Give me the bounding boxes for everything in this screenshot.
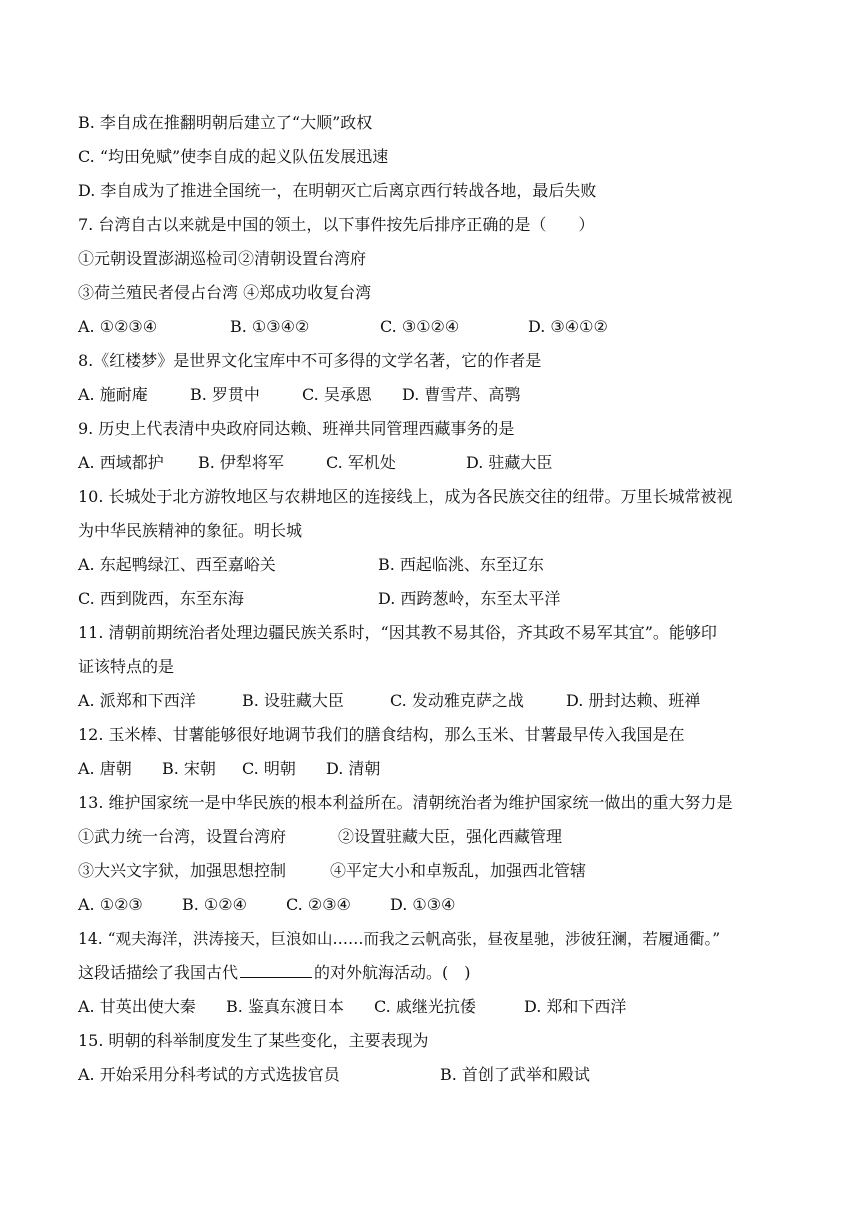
q10-option-c: C. 西到陇西，东至东海 bbox=[78, 589, 244, 608]
q13-stem: 13. 维护国家统一是中华民族的根本利益所在。清朝统治者为维护国家统一做出的重大努力是 bbox=[78, 793, 733, 812]
q11-option-d: D. 册封达赖、班禅 bbox=[566, 691, 701, 710]
q11-option-b: B. 设驻藏大臣 bbox=[242, 691, 344, 710]
q7-option-b: B. ①③④② bbox=[230, 317, 310, 336]
q10-option-a: A. 东起鸭绿江、西至嘉峪关 bbox=[78, 555, 276, 574]
q10-stem-line-1: 10. 长城处于北方游牧地区与农耕地区的连接线上，成为各民族交往的纽带。万里长城常被视 bbox=[78, 487, 733, 506]
q9-options bbox=[78, 446, 788, 480]
q14-stem-part-1: 这段话描绘了我国古代 bbox=[78, 963, 239, 982]
q15-stem: 15. 明朝的科举制度发生了某些变化，主要表现为 bbox=[78, 1031, 429, 1050]
q9-stem: 9. 历史上代表清中央政府同达赖、班禅共同管理西藏事务的是 bbox=[78, 419, 515, 438]
q15-options-row-1 bbox=[78, 1058, 788, 1092]
q12-option-d: D. 清朝 bbox=[326, 759, 381, 778]
q10-options-row-1 bbox=[78, 548, 788, 582]
q7-option-d: D. ③④①② bbox=[528, 317, 608, 336]
q6-option-d: D. 李自成为了推进全国统一，在明朝灭亡后离京西行转战各地，最后失败 bbox=[78, 181, 597, 200]
q8-options bbox=[78, 378, 788, 412]
q13-statement-2: ②设置驻藏大臣，强化西藏管理 bbox=[338, 827, 563, 846]
q7-statement-line-2: ③荷兰殖民者侵占台湾 ④郑成功收复台湾 bbox=[78, 283, 372, 302]
q10-stem-line-2: 为中华民族精神的象征。明长城 bbox=[78, 521, 303, 540]
q14-answer-blank bbox=[240, 959, 312, 978]
q14-stem-line-2 bbox=[78, 956, 788, 990]
q13-statement-3: ③大兴文字狱，加强思想控制 bbox=[78, 861, 287, 880]
q9-option-c: C. 军机处 bbox=[326, 453, 396, 472]
q7-statement-line-1: ①元朝设置澎湖巡检司②清朝设置台湾府 bbox=[78, 249, 367, 268]
q13-statements-row-1 bbox=[78, 820, 788, 854]
q8-option-b: B. 罗贯中 bbox=[190, 385, 260, 404]
q13-options bbox=[78, 888, 788, 922]
q13-option-b: B. ①②④ bbox=[182, 895, 247, 914]
q8-stem: 8.《红楼梦》是世界文化宝库中不可多得的文学名著，它的作者是 bbox=[78, 351, 542, 370]
q9-option-a: A. 西域都护 bbox=[78, 453, 164, 472]
q6-option-b: B. 李自成在推翻明朝后建立了“大顺”政权 bbox=[78, 113, 373, 132]
q14-stem-part-2: 的对外航海活动。( ) bbox=[314, 963, 471, 982]
q14-stem-line-1: 14. “观夫海洋，洪涛接天，巨浪如山……而我之云帆高张，昼夜星驰，涉彼狂澜，若履通衢。” bbox=[78, 930, 721, 948]
q12-option-a: A. 唐朝 bbox=[78, 759, 132, 778]
q14-option-a: A. 甘英出使大秦 bbox=[78, 997, 196, 1016]
q14-options bbox=[78, 990, 788, 1024]
q7-stem: 7. 台湾自古以来就是中国的领土，以下事件按先后排序正确的是（ ） bbox=[78, 215, 595, 234]
q10-option-b: B. 西起临洮、东至辽东 bbox=[378, 555, 544, 574]
question-page bbox=[78, 106, 788, 1092]
q11-option-a: A. 派郑和下西洋 bbox=[78, 691, 196, 710]
q7-option-c: C. ③①②④ bbox=[380, 317, 460, 336]
q13-option-a: A. ①②③ bbox=[78, 895, 143, 914]
q15-option-a: A. 开始采用分科考试的方式选拔官员 bbox=[78, 1065, 340, 1084]
q9-option-d: D. 驻藏大臣 bbox=[466, 453, 553, 472]
q8-option-c: C. 吴承恩 bbox=[302, 385, 372, 404]
q9-option-b: B. 伊犁将军 bbox=[198, 453, 284, 472]
q13-option-d: D. ①③④ bbox=[390, 895, 456, 914]
q13-statements-row-2 bbox=[78, 854, 788, 888]
q13-option-c: C. ②③④ bbox=[286, 895, 351, 914]
q12-stem: 12. 玉米棒、甘薯能够很好地调节我们的膳食结构，那么玉米、甘薯最早传入我国是在 bbox=[78, 725, 685, 744]
q11-option-c: C. 发动雅克萨之战 bbox=[390, 691, 524, 710]
q10-options-row-2 bbox=[78, 582, 788, 616]
q12-options bbox=[78, 752, 788, 786]
q6-option-c: C. “均田免赋”使李自成的起义队伍发展迅速 bbox=[78, 147, 389, 166]
q8-option-a: A. 施耐庵 bbox=[78, 385, 148, 404]
q10-option-d: D. 西跨葱岭，东至太平洋 bbox=[378, 589, 561, 608]
q11-stem-line-1: 11. 清朝前期统治者处理边疆民族关系时，“因其教不易其俗，齐其政不易军其宜”。能够印 bbox=[78, 623, 717, 642]
q11-stem-line-2: 证该特点的是 bbox=[78, 657, 175, 676]
q15-option-b: B. 首创了武举和殿试 bbox=[440, 1065, 590, 1084]
q13-statement-4: ④平定大小和卓叛乱，加强西北管辖 bbox=[330, 861, 587, 880]
q8-option-d: D. 曹雪芹、高鹗 bbox=[402, 385, 521, 404]
q13-statement-1: ①武力统一台湾，设置台湾府 bbox=[78, 827, 287, 846]
q11-options bbox=[78, 684, 788, 718]
q14-option-d: D. 郑和下西洋 bbox=[524, 997, 627, 1016]
q7-options bbox=[78, 310, 788, 344]
q12-option-c: C. 明朝 bbox=[242, 759, 296, 778]
q7-option-a: A. ①②③④ bbox=[78, 317, 158, 336]
q14-option-c: C. 戚继光抗倭 bbox=[374, 997, 476, 1016]
q14-option-b: B. 鉴真东渡日本 bbox=[226, 997, 344, 1016]
q12-option-b: B. 宋朝 bbox=[162, 759, 216, 778]
